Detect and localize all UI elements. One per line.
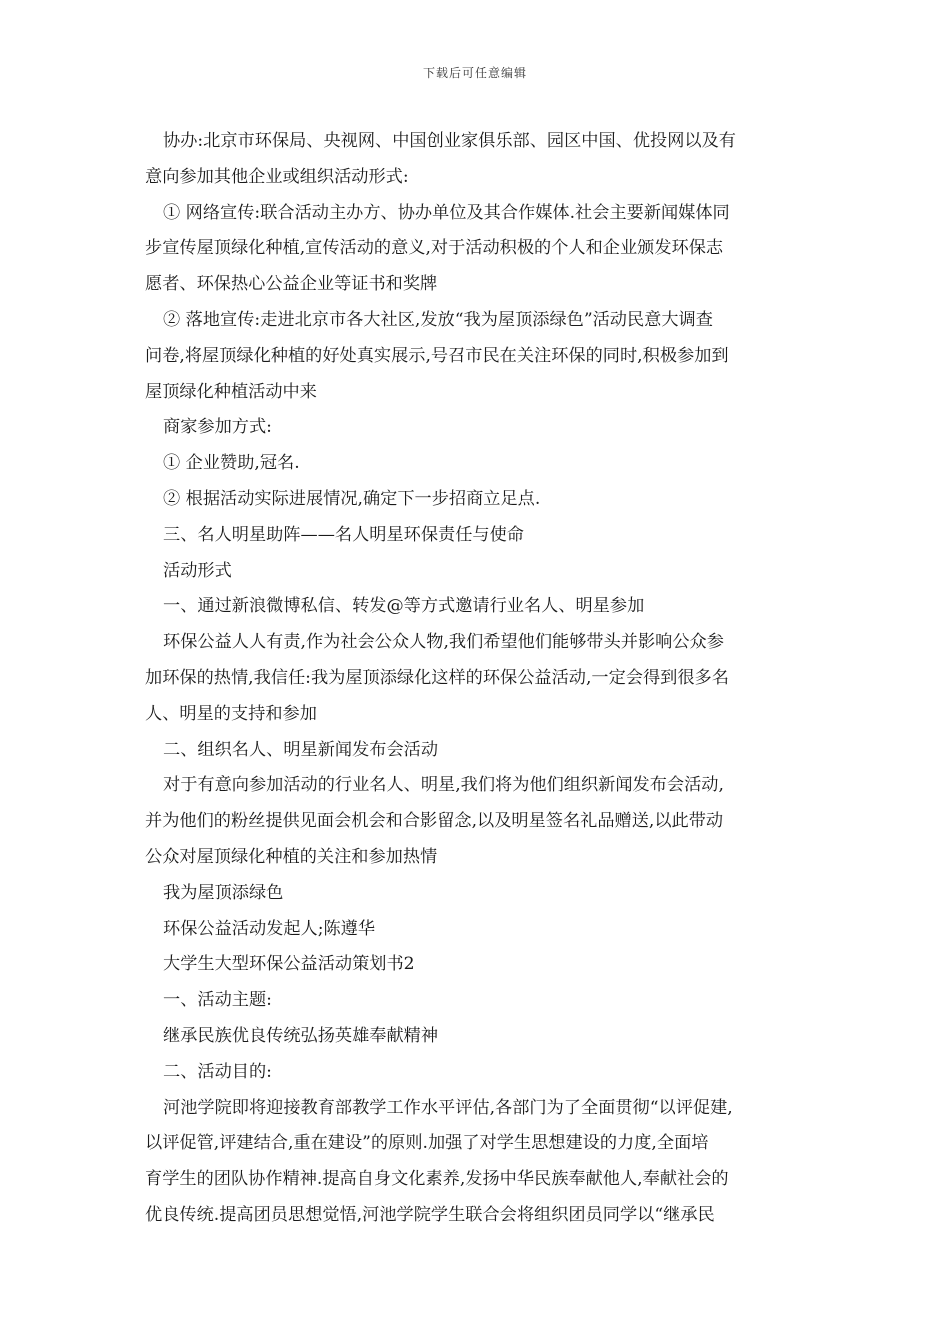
text-line: 屋顶绿化种植活动中来 bbox=[145, 381, 317, 402]
text-line: 商家参加方式: bbox=[163, 417, 272, 438]
text-line: ② 根据活动实际进展情况,确定下一步招商立足点. bbox=[163, 488, 541, 509]
text-line: 环保公益人人有责,作为社会公众人物,我们希望他们能够带头并影响公众参 bbox=[163, 632, 724, 653]
text-line: 步宣传屋顶绿化种植,宣传活动的意义,对于活动积极的个人和企业颁发环保志 bbox=[145, 238, 724, 259]
text-line: 活动形式 bbox=[163, 560, 232, 581]
text-line: 加环保的热情,我信任:我为屋顶添绿化这样的环保公益活动,一定会得到很多名 bbox=[145, 667, 729, 688]
text-line: ① 企业赞助,冠名. bbox=[163, 453, 300, 474]
text-line: 优良传统.提高团员思想觉悟,河池学院学生联合会将组织团员同学以“继承民 bbox=[145, 1204, 715, 1225]
text-line: 愿者、环保热心公益企业等证书和奖牌 bbox=[145, 274, 438, 295]
document-body bbox=[145, 124, 813, 1234]
text-line: 一、通过新浪微博私信、转发@等方式邀请行业名人、明星参加 bbox=[163, 596, 645, 617]
text-line: 河池学院即将迎接教育部教学工作水平评估,各部门为了全面贯彻“以评促建, bbox=[163, 1097, 733, 1118]
page-header: 下载后可任意编辑 bbox=[422, 66, 527, 80]
text-line: 公众对屋顶绿化种植的关注和参加热情 bbox=[145, 846, 438, 867]
text-line: 二、组织名人、明星新闻发布会活动 bbox=[163, 739, 439, 760]
text-line: 协办:北京市环保局、央视网、中国创业家俱乐部、园区中国、优投网以及有 bbox=[163, 131, 736, 151]
text-line: ① 网络宣传:联合活动主办方、协办单位及其合作媒体.社会主要新闻媒体同 bbox=[163, 202, 730, 223]
text-line: 继承民族优良传统弘扬英雄奉献精神 bbox=[163, 1025, 439, 1046]
text-line: 环保公益活动发起人;陈遵华 bbox=[163, 918, 376, 939]
text-line: 意向参加其他企业或组织活动形式: bbox=[145, 166, 409, 187]
text-line: 三、名人明星助阵——名人明星环保责任与使命 bbox=[163, 524, 524, 545]
text-line: 二、活动目的: bbox=[163, 1061, 272, 1082]
text-line: 人、明星的支持和参加 bbox=[145, 703, 317, 724]
text-line: 我为屋顶添绿色 bbox=[163, 882, 284, 903]
text-line: 一、活动主题: bbox=[163, 990, 272, 1011]
text-line: 问卷,将屋顶绿化种植的好处真实展示,号召市民在关注环保的同时,积极参加到 bbox=[145, 345, 729, 366]
text-line: 对于有意向参加活动的行业名人、明星,我们将为他们组织新闻发布会活动, bbox=[163, 775, 724, 796]
text-line: 大学生大型环保公益活动策划书2 bbox=[163, 954, 415, 975]
text-line: 并为他们的粉丝提供见面会机会和合影留念,以及明星签名礼品赠送,以此带动 bbox=[145, 811, 724, 832]
text-line: 以评促管,评建结合,重在建设”的原则.加强了对学生思想建设的力度,全面培 bbox=[145, 1133, 709, 1154]
text-line: ② 落地宣传:走进北京市各大社区,发放“我为屋顶添绿色”活动民意大调查 bbox=[163, 309, 713, 330]
text-line: 育学生的团队协作精神.提高自身文化素养,发扬中华民族奉献他人,奉献社会的 bbox=[145, 1169, 729, 1190]
